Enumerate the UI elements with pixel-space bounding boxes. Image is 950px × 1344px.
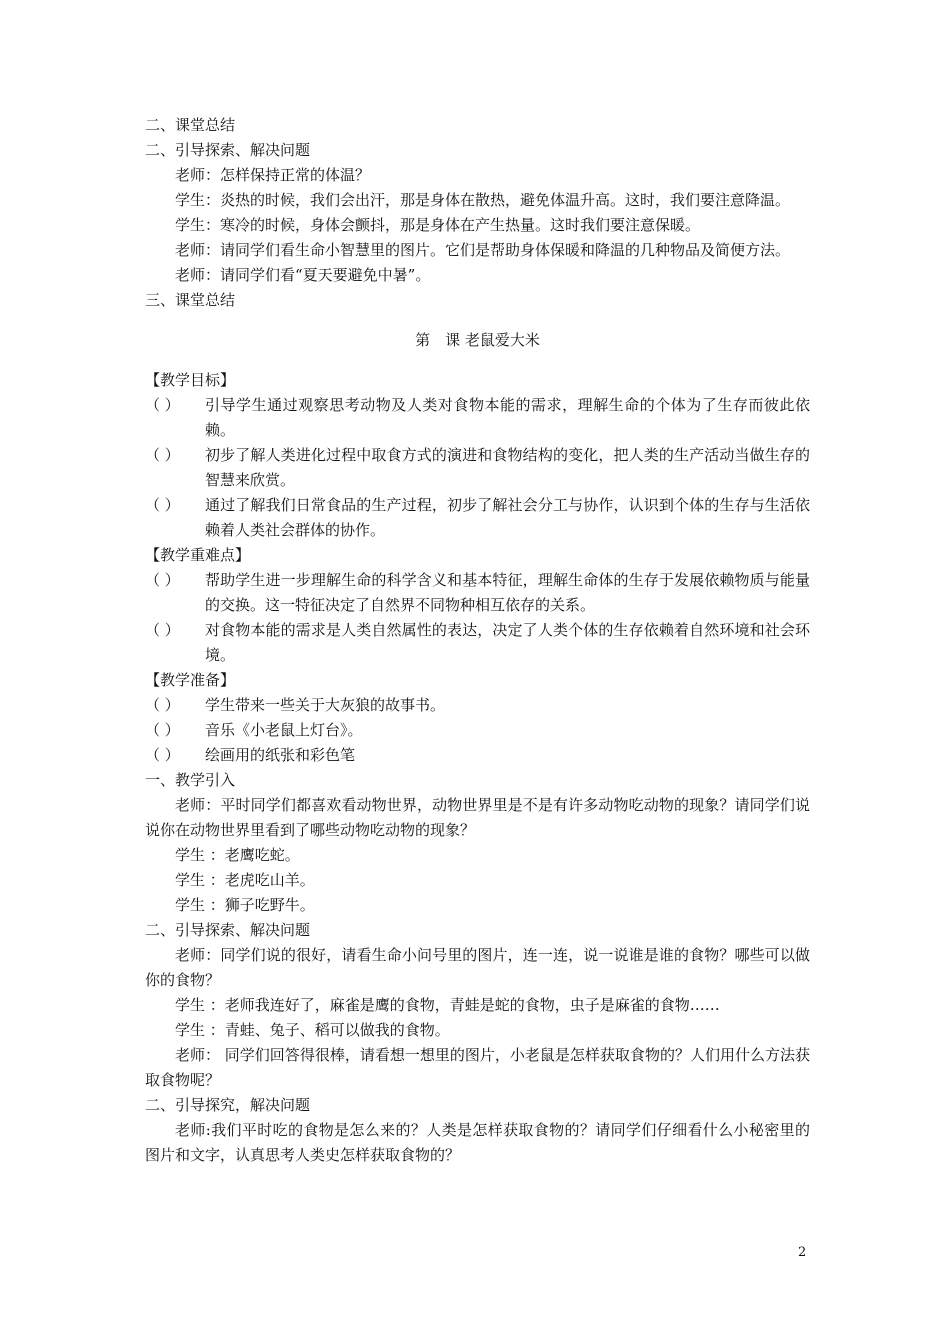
item-number: （ ） xyxy=(145,721,180,739)
student-line: 学生 ：狮子吃野牛。 xyxy=(175,896,315,914)
item-number: （ ） xyxy=(145,621,180,639)
item-number: （ ） xyxy=(145,496,180,514)
heading-explore-2: 二、引导探索、解决问题 xyxy=(145,921,311,939)
student-line: 学生 ：老虎吃山羊。 xyxy=(175,871,315,889)
paragraph: 老师：请同学们看“夏天要避免中暑”。 xyxy=(175,266,431,284)
document-body xyxy=(145,113,810,1168)
heading-intro: 一、教学引入 xyxy=(145,771,236,789)
paragraph: 老师：同学们说的很好，请看生命小问号里的图片，连一连，说一说谁是谁的食物？哪些可以做你的食物？ xyxy=(145,946,810,989)
lesson-title: 第 课 老鼠爱大米 xyxy=(415,331,540,349)
list-item xyxy=(145,443,810,493)
heading-summary-3: 三、课堂总结 xyxy=(145,291,236,309)
list-item xyxy=(145,393,810,443)
student-line: 学生 ：青蛙、兔子、稻可以做我的食物。 xyxy=(175,1021,450,1039)
paragraph: 学生：炎热的时候，我们会出汗，那是身体在散热，避免体温升高。这时，我们要注意降温。 xyxy=(175,191,791,209)
item-number: （ ） xyxy=(145,396,180,414)
prep-heading: 【教学准备】 xyxy=(145,671,236,689)
list-item xyxy=(145,693,810,718)
list-item xyxy=(145,618,810,668)
paragraph: 老师：怎样保持正常的体温？ xyxy=(175,166,371,184)
paragraph: 老师： 同学们回答得很棒，请看想一想里的图片，小老鼠是怎样获取食物的？人们用什么方法获取食物呢？ xyxy=(145,1046,810,1089)
item-text: 帮助学生进一步理解生命的科学含义和基本特征，理解生命体的生存于发展依赖物质与能量的交换。这一特征决定了自然界不同物种相互依存的关系。 xyxy=(205,571,810,614)
item-text: 对食物本能的需求是人类自然属性的表达，决定了人类个体的生存依赖着自然环境和社会环境。 xyxy=(205,621,810,664)
list-item xyxy=(145,743,810,768)
item-number: （ ） xyxy=(145,746,180,764)
list-item xyxy=(145,568,810,618)
paragraph: 学生：寒冷的时候，身体会颤抖，那是身体在产生热量。这时我们要注意保暖。 xyxy=(175,216,701,234)
list-item xyxy=(145,718,810,743)
item-number: （ ） xyxy=(145,571,180,589)
paragraph: 老师：请同学们看生命小智慧里的图片。它们是帮助身体保暖和降温的几种物品及简便方法。 xyxy=(175,241,791,259)
item-text: 初步了解人类进化过程中取食方式的演进和食物结构的变化，把人类的生产活动当做生存的智慧来欣赏。 xyxy=(205,446,810,489)
heading-explore-3: 二、引导探究，解决问题 xyxy=(145,1096,311,1114)
item-text: 音乐《小老鼠上灯台》。 xyxy=(205,721,363,739)
student-line: 学生 ：老鹰吃蛇。 xyxy=(175,846,300,864)
item-text: 通过了解我们日常食品的生产过程，初步了解社会分工与协作，认识到个体的生存与生活依赖着人类社会群体的协作。 xyxy=(205,496,810,539)
item-text: 学生带来一些关于大灰狼的故事书。 xyxy=(205,696,446,714)
item-text: 引导学生通过观察思考动物及人类对食物本能的需求，理解生命的个体为了生存而彼此依赖。 xyxy=(205,396,810,439)
heading-explore-1: 二、引导探索、解决问题 xyxy=(145,141,311,159)
heading-summary-1: 二、课堂总结 xyxy=(145,116,236,134)
key-heading: 【教学重难点】 xyxy=(145,546,251,564)
list-item xyxy=(145,493,810,543)
item-text: 绘画用的纸张和彩色笔 xyxy=(205,746,356,764)
item-number: （ ） xyxy=(145,446,180,464)
goals-heading: 【教学目标】 xyxy=(145,371,236,389)
paragraph: 老师：平时同学们都喜欢看动物世界，动物世界里是不是有许多动物吃动物的现象？请同学们说说你在动物世界里看到了哪些动物吃动物的现象？ xyxy=(145,796,810,839)
page-number: 2 xyxy=(798,1245,807,1260)
paragraph: 老师:我们平时吃的食物是怎么来的？人类是怎样获取食物的？请同学们仔细看什么小秘密里的图片和文字，认真思考人类史怎样获取食物的？ xyxy=(145,1121,810,1164)
item-number: （ ） xyxy=(145,696,180,714)
student-line: 学生 ：老师我连好了，麻雀是鹰的食物，青蛙是蛇的食物，虫子是麻雀的食物…… xyxy=(175,996,720,1014)
